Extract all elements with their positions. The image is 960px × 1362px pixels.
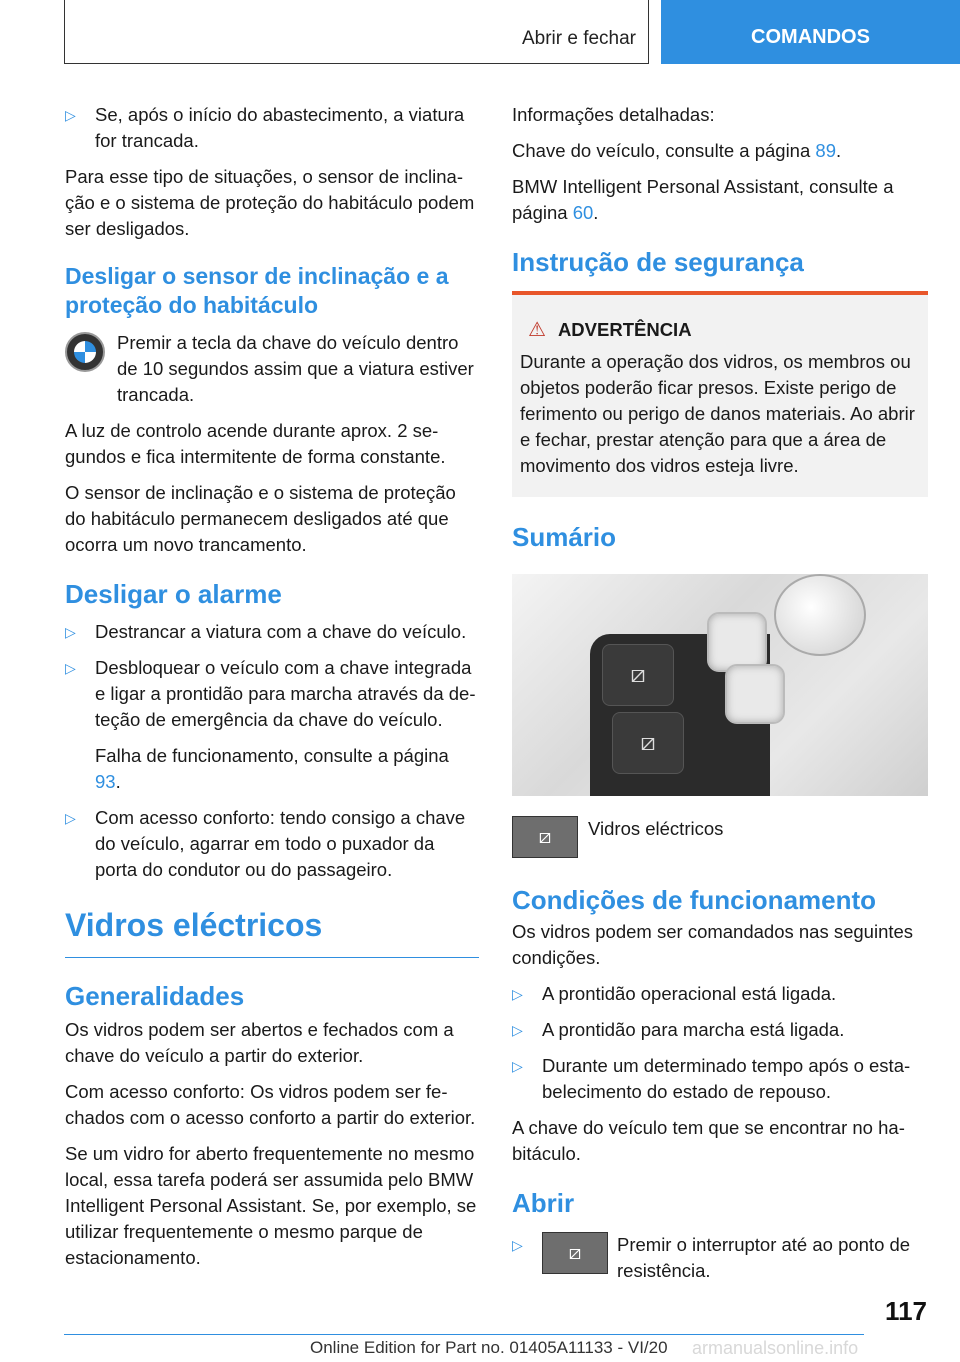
chapter-tab[interactable]: COMANDOS xyxy=(661,0,960,64)
list-item: ▷ Durante um determinado tempo após o estabelecimento do estado de repouso. xyxy=(512,1055,911,1102)
list-item: ▷ Destrancar a viatura com a chave do veículo. xyxy=(65,619,479,645)
list-item: ▷ A prontidão operacional está ligada. xyxy=(512,981,928,1007)
heading-alarm: Desligar o alarme xyxy=(65,579,282,609)
heading-vidros: Vidros eléctricos xyxy=(65,905,479,958)
paragraph: O sensor de inclinação e o sistema de proteção do habitáculo permanecem desligados até que ocorra um novo trancamento. xyxy=(65,482,456,555)
section-title: Abrir e fechar xyxy=(521,28,636,49)
window-switch-icon: ⧄ xyxy=(512,816,578,858)
window-switch-photo xyxy=(512,574,928,796)
window-switch-icon: ⧄ xyxy=(612,712,684,774)
left-column xyxy=(65,102,479,1281)
page-link-60[interactable]: 60 xyxy=(572,202,594,223)
warning-title: ⚠ ADVERTÊNCIA xyxy=(528,319,692,341)
paragraph: A luz de controlo acende durante aprox. 2 segundos e fica intermitente de forma constante. xyxy=(65,420,446,467)
paragraph: Se um vidro for aberto frequentemente no mesmo local, essa tarefa poderá ser assumida pelo BMW Intelligent Personal Assistant. Se, por exemplo, se utilizar frequentemente o mesmo parque de estacionamento. xyxy=(65,1143,477,1268)
heading-safety: Instrução de segurança xyxy=(512,247,804,277)
right-column xyxy=(512,102,928,1284)
heading-sensor: Desligar o sensor de inclinação e a proteção do habitáculo xyxy=(65,263,449,318)
page-link-93[interactable]: 93 xyxy=(95,771,116,792)
bullet-triangle-icon: ▷ xyxy=(512,1058,523,1074)
bullet-triangle-icon: ▷ xyxy=(65,660,76,676)
page-number: 117 xyxy=(885,1296,927,1326)
bmw-key-paragraph: Premir a tecla da chave do veículo dentro de 10 segundos assim que a viatura estiver trancada. xyxy=(65,330,479,408)
watermark: armanualsonline.info xyxy=(692,1338,859,1358)
lock-button xyxy=(725,664,785,724)
cross-reference: Chave do veículo, consulte a página 89. xyxy=(512,140,842,161)
cross-reference: Falha de funcionamento, consulte a página 93. xyxy=(95,745,449,792)
list-item: ▷ Desbloquear o veículo com a chave integrada e ligar a prontidão para marcha através da deteção de emergência da chave do veículo. xyxy=(65,657,476,730)
cross-reference: BMW Intelligent Personal Assistant, consulte a página 60. xyxy=(512,176,894,223)
heading-generalidades: Generalidades xyxy=(65,981,245,1011)
bullet-triangle-icon: ▷ xyxy=(65,810,76,826)
warning-box xyxy=(512,291,928,497)
bmw-logo-icon xyxy=(65,332,105,372)
warning-text: Durante a operação dos vidros, os membros ou objetos poderão ficar presos. Existe perigo de ferimento ou perigo de danos materiais. Ao abrir e fechar, prestar atenção para que a área de movimento dos vidros esteja livre. xyxy=(520,351,915,476)
list-item: ▷ A prontidão para marcha está ligada. xyxy=(512,1017,928,1043)
warning-triangle-icon: ⚠ xyxy=(528,319,546,341)
window-switch-icon: ⧄ xyxy=(602,644,674,706)
heading-open: Abrir xyxy=(512,1188,575,1218)
paragraph: A chave do veículo tem que se encontrar no habitáculo. xyxy=(512,1117,905,1164)
bullet-triangle-icon: ▷ xyxy=(65,107,76,123)
paragraph: Informações detalhadas: xyxy=(512,104,715,125)
lock-button xyxy=(707,612,767,672)
paragraph: Os vidros podem ser abertos e fechados com a chave do veículo a partir do exterior. xyxy=(65,1019,454,1066)
heading-summary: Sumário xyxy=(512,522,617,552)
mirror-knob xyxy=(774,574,866,656)
page-link-89[interactable]: 89 xyxy=(815,140,836,161)
paragraph: Com acesso conforto: Os vidros podem ser fechados com o acesso conforto a partir do exterior. xyxy=(65,1081,476,1128)
bullet-triangle-icon: ▷ xyxy=(65,624,76,640)
heading-conditions: Condições de funcionamento xyxy=(512,885,877,915)
footer-edition: Online Edition for Part no. 01405A11133 - VI/20 xyxy=(310,1338,668,1357)
window-switch-icon: ⧄ xyxy=(542,1232,608,1274)
list-item: ▷ ⧄ Premir o interruptor até ao ponto de resistência. xyxy=(512,1234,911,1281)
bullet-triangle-icon: ▷ xyxy=(512,986,523,1002)
paragraph: Os vidros podem ser comandados nas seguintes condições. xyxy=(512,921,914,968)
symbol-legend: ⧄ Vidros eléctricos xyxy=(512,816,928,860)
paragraph: Para esse tipo de situações, o sensor de inclinação e o sistema de proteção do habitáculo podem ser desligados. xyxy=(65,166,475,239)
footer-divider xyxy=(64,1334,864,1335)
bullet-triangle-icon: ▷ xyxy=(512,1237,523,1253)
list-item: ▷ Com acesso conforto: tendo consigo a chave do veículo, agarrar em todo o puxador da porta do condutor ou do passageiro. xyxy=(65,807,466,880)
list-item: ▷ Se, após o início do abastecimento, a viatura for trancada. xyxy=(65,104,465,151)
bullet-triangle-icon: ▷ xyxy=(512,1022,523,1038)
